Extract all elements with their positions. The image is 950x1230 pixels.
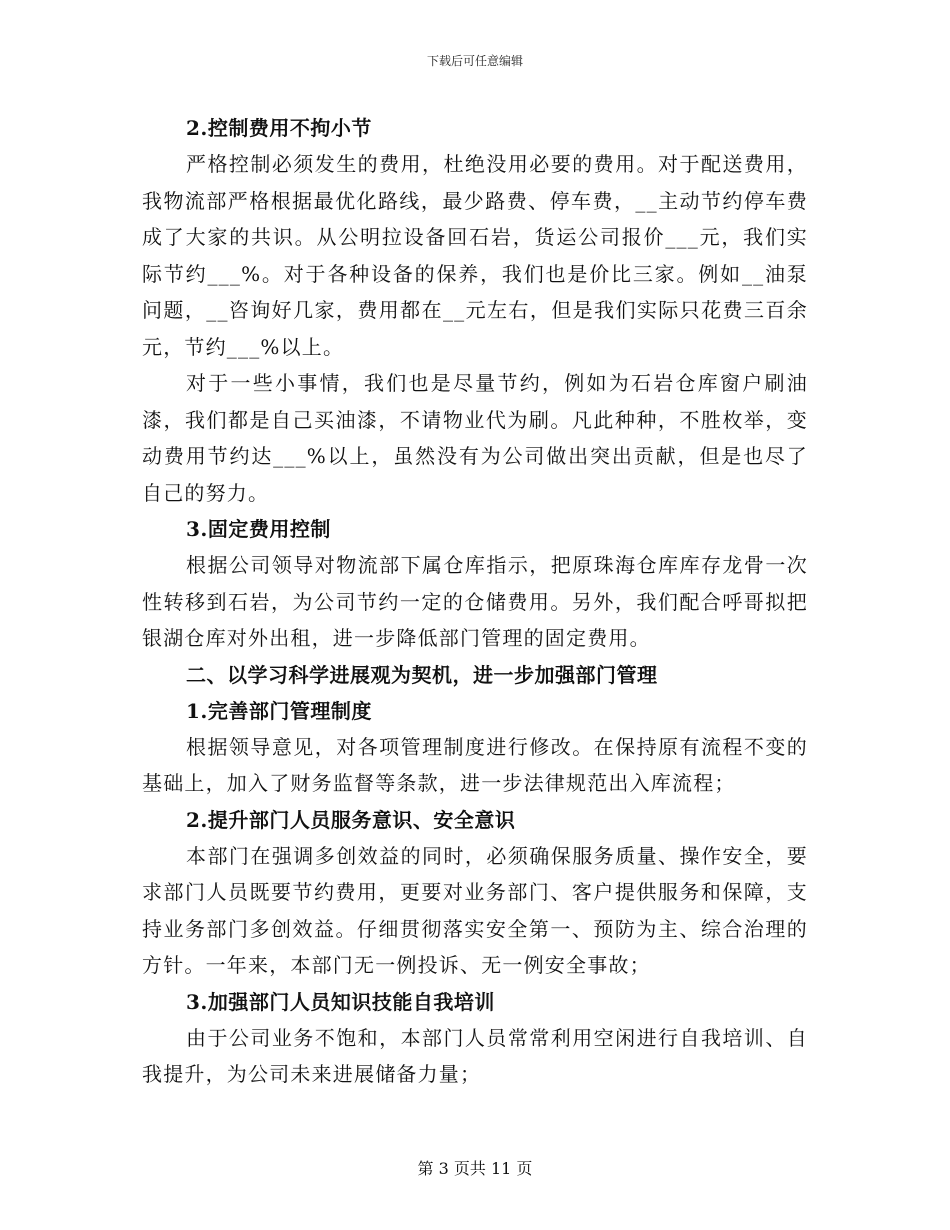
section-heading-system: 1.完善部门管理制度	[186, 698, 372, 723]
paragraph-fixed-cost: 根据公司领导对物流部下属仓库指示，把原珠海仓库库存龙骨一次性转移到石岩，为公司节约一定的仓储费用。另外，我们配合呼哥拟把银湖仓库对外出租，进一步降低部门管理的固定费用。	[142, 553, 808, 650]
page-number: 第 3 页共 11 页	[417, 1159, 533, 1178]
section-heading-cost-control: 2.控制费用不拘小节	[186, 116, 372, 140]
paragraph-cost-control: 严格控制必须发生的费用，杜绝没用必要的费用。对于配送费用，我物流部严格根据最优化路线，最少路费、停车费，__主动节约停车费成了大家的共识。从公明拉设备回石岩，货运公司报价___元，我们实际节约___%。对于各种设备的保养，我们也是价比三家。例如__油泵问题，__咨询好几家，费用都在__元左右，但是我们实际只花费三百余元，节约___%以上。	[142, 152, 808, 359]
chapter-heading-management: 二、以学习科学进展观为契机，进一步加强部门管理	[186, 662, 658, 687]
paragraph-awareness: 本部门在强调多创效益的同时，必须确保服务质量、操作安全，要求部门人员既要节约费用，更要对业务部门、客户提供服务和保障，支持业务部门多创效益。仔细贯彻落实安全第一、预防为主、综合治理的方针。一年来，本部门无一例投诉、无一例安全事故；	[142, 843, 808, 977]
paragraph-training: 由于公司业务不饱和，本部门人员常常利用空闲进行自我培训、自我提升，为公司未来进展储备力量；	[142, 1025, 808, 1086]
page-header-note: 下载后可任意编辑	[426, 54, 523, 68]
section-heading-awareness: 2.提升部门人员服务意识、安全意识	[186, 807, 516, 832]
section-heading-fixed-cost: 3.固定费用控制	[186, 517, 331, 541]
paragraph-system: 根据领导意见，对各项管理制度进行修改。在保持原有流程不变的基础上，加入了财务监督等条款，进一步法律规范出入库流程；	[142, 734, 808, 795]
document-body	[142, 110, 808, 1093]
paragraph-small-savings: 对于一些小事情，我们也是尽量节约，例如为石岩仓库窗户刷油漆，我们都是自己买油漆，不请物业代为刷。凡此种种，不胜枚举，变动费用节约达___%以上，虽然没有为公司做出突出贡献，但是也尽了自己的努力。	[142, 371, 808, 505]
section-heading-training: 3.加强部门人员知识技能自我培训	[186, 989, 495, 1014]
